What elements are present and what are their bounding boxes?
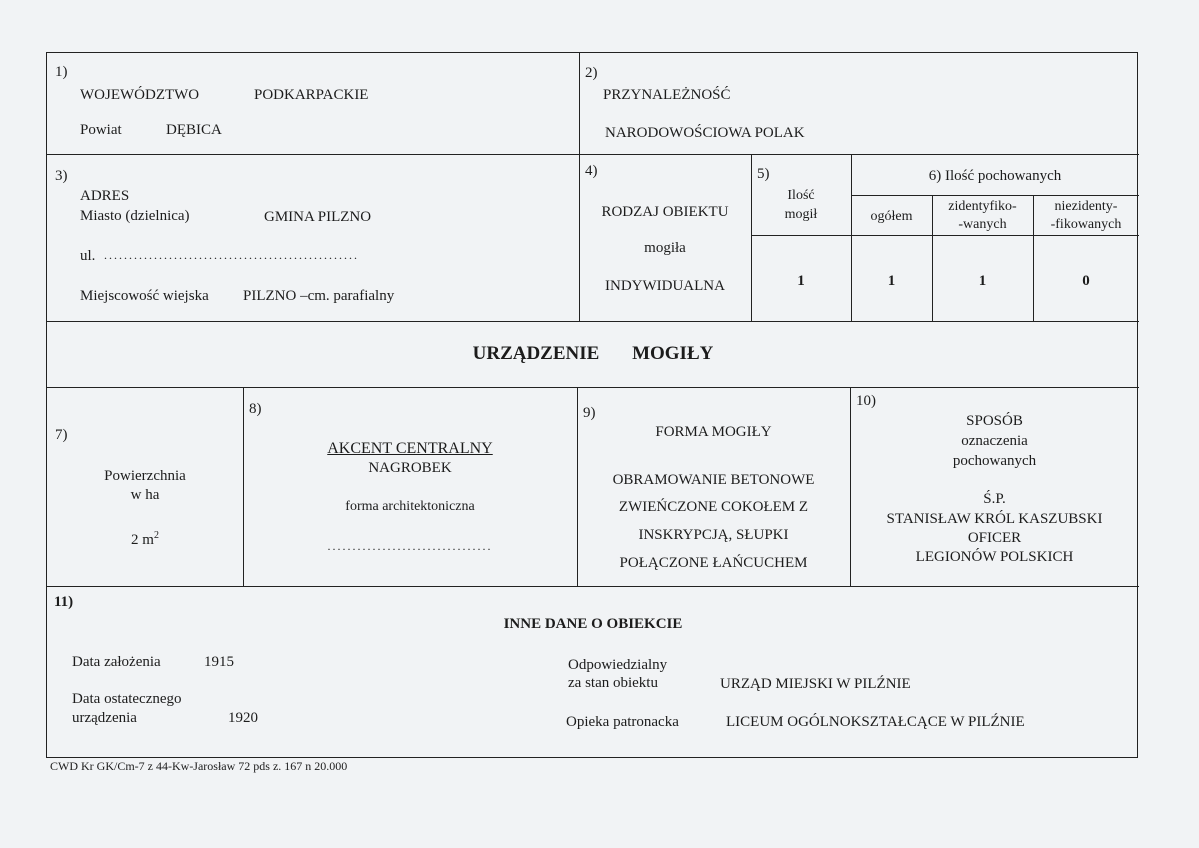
field-number-7: 7) <box>55 427 68 443</box>
row-divider-4 <box>47 586 1139 587</box>
buried-identified-value: 1 <box>978 273 987 289</box>
graves-count-value: 1 <box>797 273 805 289</box>
buried-unidentified-value: 0 <box>1082 273 1090 289</box>
street-dotted-line: ................................................... <box>104 248 359 262</box>
graves-count-label-2: mogił <box>784 207 818 222</box>
marking-line-4: LEGIONÓW POLSKICH <box>915 549 1074 565</box>
grave-form-line-2: ZWIEŃCZONE COKOŁEM Z <box>618 499 809 515</box>
city-label: Miasto (dzielnica) <box>80 208 190 224</box>
field-number-11: 11) <box>54 594 74 610</box>
field-number-4: 4) <box>585 163 598 179</box>
marking-line-2: STANISŁAW KRÓL KASZUBSKI <box>886 511 1103 527</box>
county-label: Powiat <box>80 122 122 138</box>
object-type-value-1: mogiła <box>644 240 686 256</box>
other-data-title: INNE DANE O OBIEKCIE <box>503 616 683 632</box>
col-divider-7-8 <box>243 387 244 586</box>
county-value: DĘBICA <box>166 122 222 138</box>
central-accent-value: NAGROBEK <box>368 460 452 476</box>
nationality-label: PRZYNALEŻNOŚĆ <box>603 87 731 103</box>
object-type-value-2: INDYWIDUALNA <box>605 278 725 294</box>
voivodeship-value: PODKARPACKIE <box>254 87 369 103</box>
address-label: ADRES <box>80 188 130 204</box>
field-number-5: 5) <box>757 166 770 182</box>
founding-date-value: 1915 <box>204 654 234 670</box>
buried-total-label: ogółem <box>870 209 913 224</box>
architectural-form-dotted-line: ................................. <box>327 539 493 553</box>
buried-identified-label-2: -wanych <box>958 217 1007 232</box>
marking-label-1: SPOSÓB <box>966 413 1023 429</box>
founding-date-label: Data założenia <box>72 654 161 670</box>
grave-form-line-1: OBRAMOWANIE BETONOWE <box>612 472 815 488</box>
city-value: GMINA PILZNO <box>264 209 372 225</box>
row-divider-6-header <box>851 195 1139 196</box>
marking-line-1: Ś.P. <box>983 491 1006 507</box>
area-label-2: w ha <box>130 487 160 503</box>
nationality-value: NARODOWOŚCIOWA POLAK <box>605 125 805 141</box>
col-divider-4-5 <box>751 154 752 321</box>
marking-label-3: pochowanych <box>952 453 1037 469</box>
buried-count-header: 6) Ilość pochowanych <box>928 168 1062 184</box>
final-arrangement-value: 1920 <box>228 710 258 726</box>
section-title: URZĄDZENIE MOGIŁY <box>472 343 714 364</box>
row-divider-6-subheader <box>751 235 1139 236</box>
final-arrangement-label-1: Data ostatecznego <box>72 691 182 707</box>
village-label: Miejscowość wiejska <box>80 288 209 304</box>
grave-form-line-3: INSKRYPCJĄ, SŁUPKI <box>638 527 789 543</box>
field-number-10: 10) <box>856 393 876 409</box>
buried-identified-label-1: zidentyfiko- <box>948 199 1017 214</box>
responsible-value: URZĄD MIEJSKI W PILŹNIE <box>720 676 911 692</box>
buried-unidentified-label-2: -fikowanych <box>1050 217 1122 232</box>
grave-record-form <box>46 52 1138 758</box>
street-label: ul. <box>80 248 96 264</box>
object-type-label: RODZAJ OBIEKTU <box>601 204 729 220</box>
field-number-9: 9) <box>583 405 596 421</box>
central-accent-label: AKCENT CENTRALNY <box>327 440 493 457</box>
row-divider-3 <box>47 387 1139 388</box>
form-print-code: CWD Kr GK/Cm-7 z 44-Kw-Jarosław 72 pds z. 167 n 20.000 <box>50 759 348 773</box>
row-divider-1 <box>47 154 1139 155</box>
row-divider-2 <box>47 321 1139 322</box>
field-number-2: 2) <box>585 65 598 81</box>
field-number-8: 8) <box>249 401 262 417</box>
buried-total-value: 1 <box>887 273 896 289</box>
marking-line-3: OFICER <box>967 530 1022 546</box>
responsible-label-2: za stan obiektu <box>568 675 658 691</box>
area-value: 2 $m^2$ <box>131 530 159 548</box>
grave-form-label: FORMA MOGIŁY <box>655 424 772 440</box>
marking-label-2: oznaczenia <box>961 433 1028 449</box>
area-label-1: Powierzchnia <box>104 468 186 484</box>
field-number-1: 1) <box>55 64 68 80</box>
architectural-form-label: forma architektoniczna <box>345 499 475 514</box>
field-number-3: 3) <box>55 168 68 184</box>
patronage-value: LICEUM OGÓLNOKSZTAŁCĄCE W PILŹNIE <box>726 714 1025 730</box>
final-arrangement-label-2: urządzenia <box>72 710 137 726</box>
responsible-label-1: Odpowiedzialny <box>568 657 668 673</box>
patronage-label: Opieka patronacka <box>566 714 679 730</box>
village-value: PILZNO –cm. parafialny <box>243 288 395 304</box>
buried-unidentified-label-1: niezidenty- <box>1054 199 1118 214</box>
graves-count-label-1: Ilość <box>787 188 815 203</box>
grave-form-line-4: POŁĄCZONE ŁAŃCUCHEM <box>619 555 808 571</box>
voivodeship-label: WOJEWÓDZTWO <box>80 87 200 103</box>
